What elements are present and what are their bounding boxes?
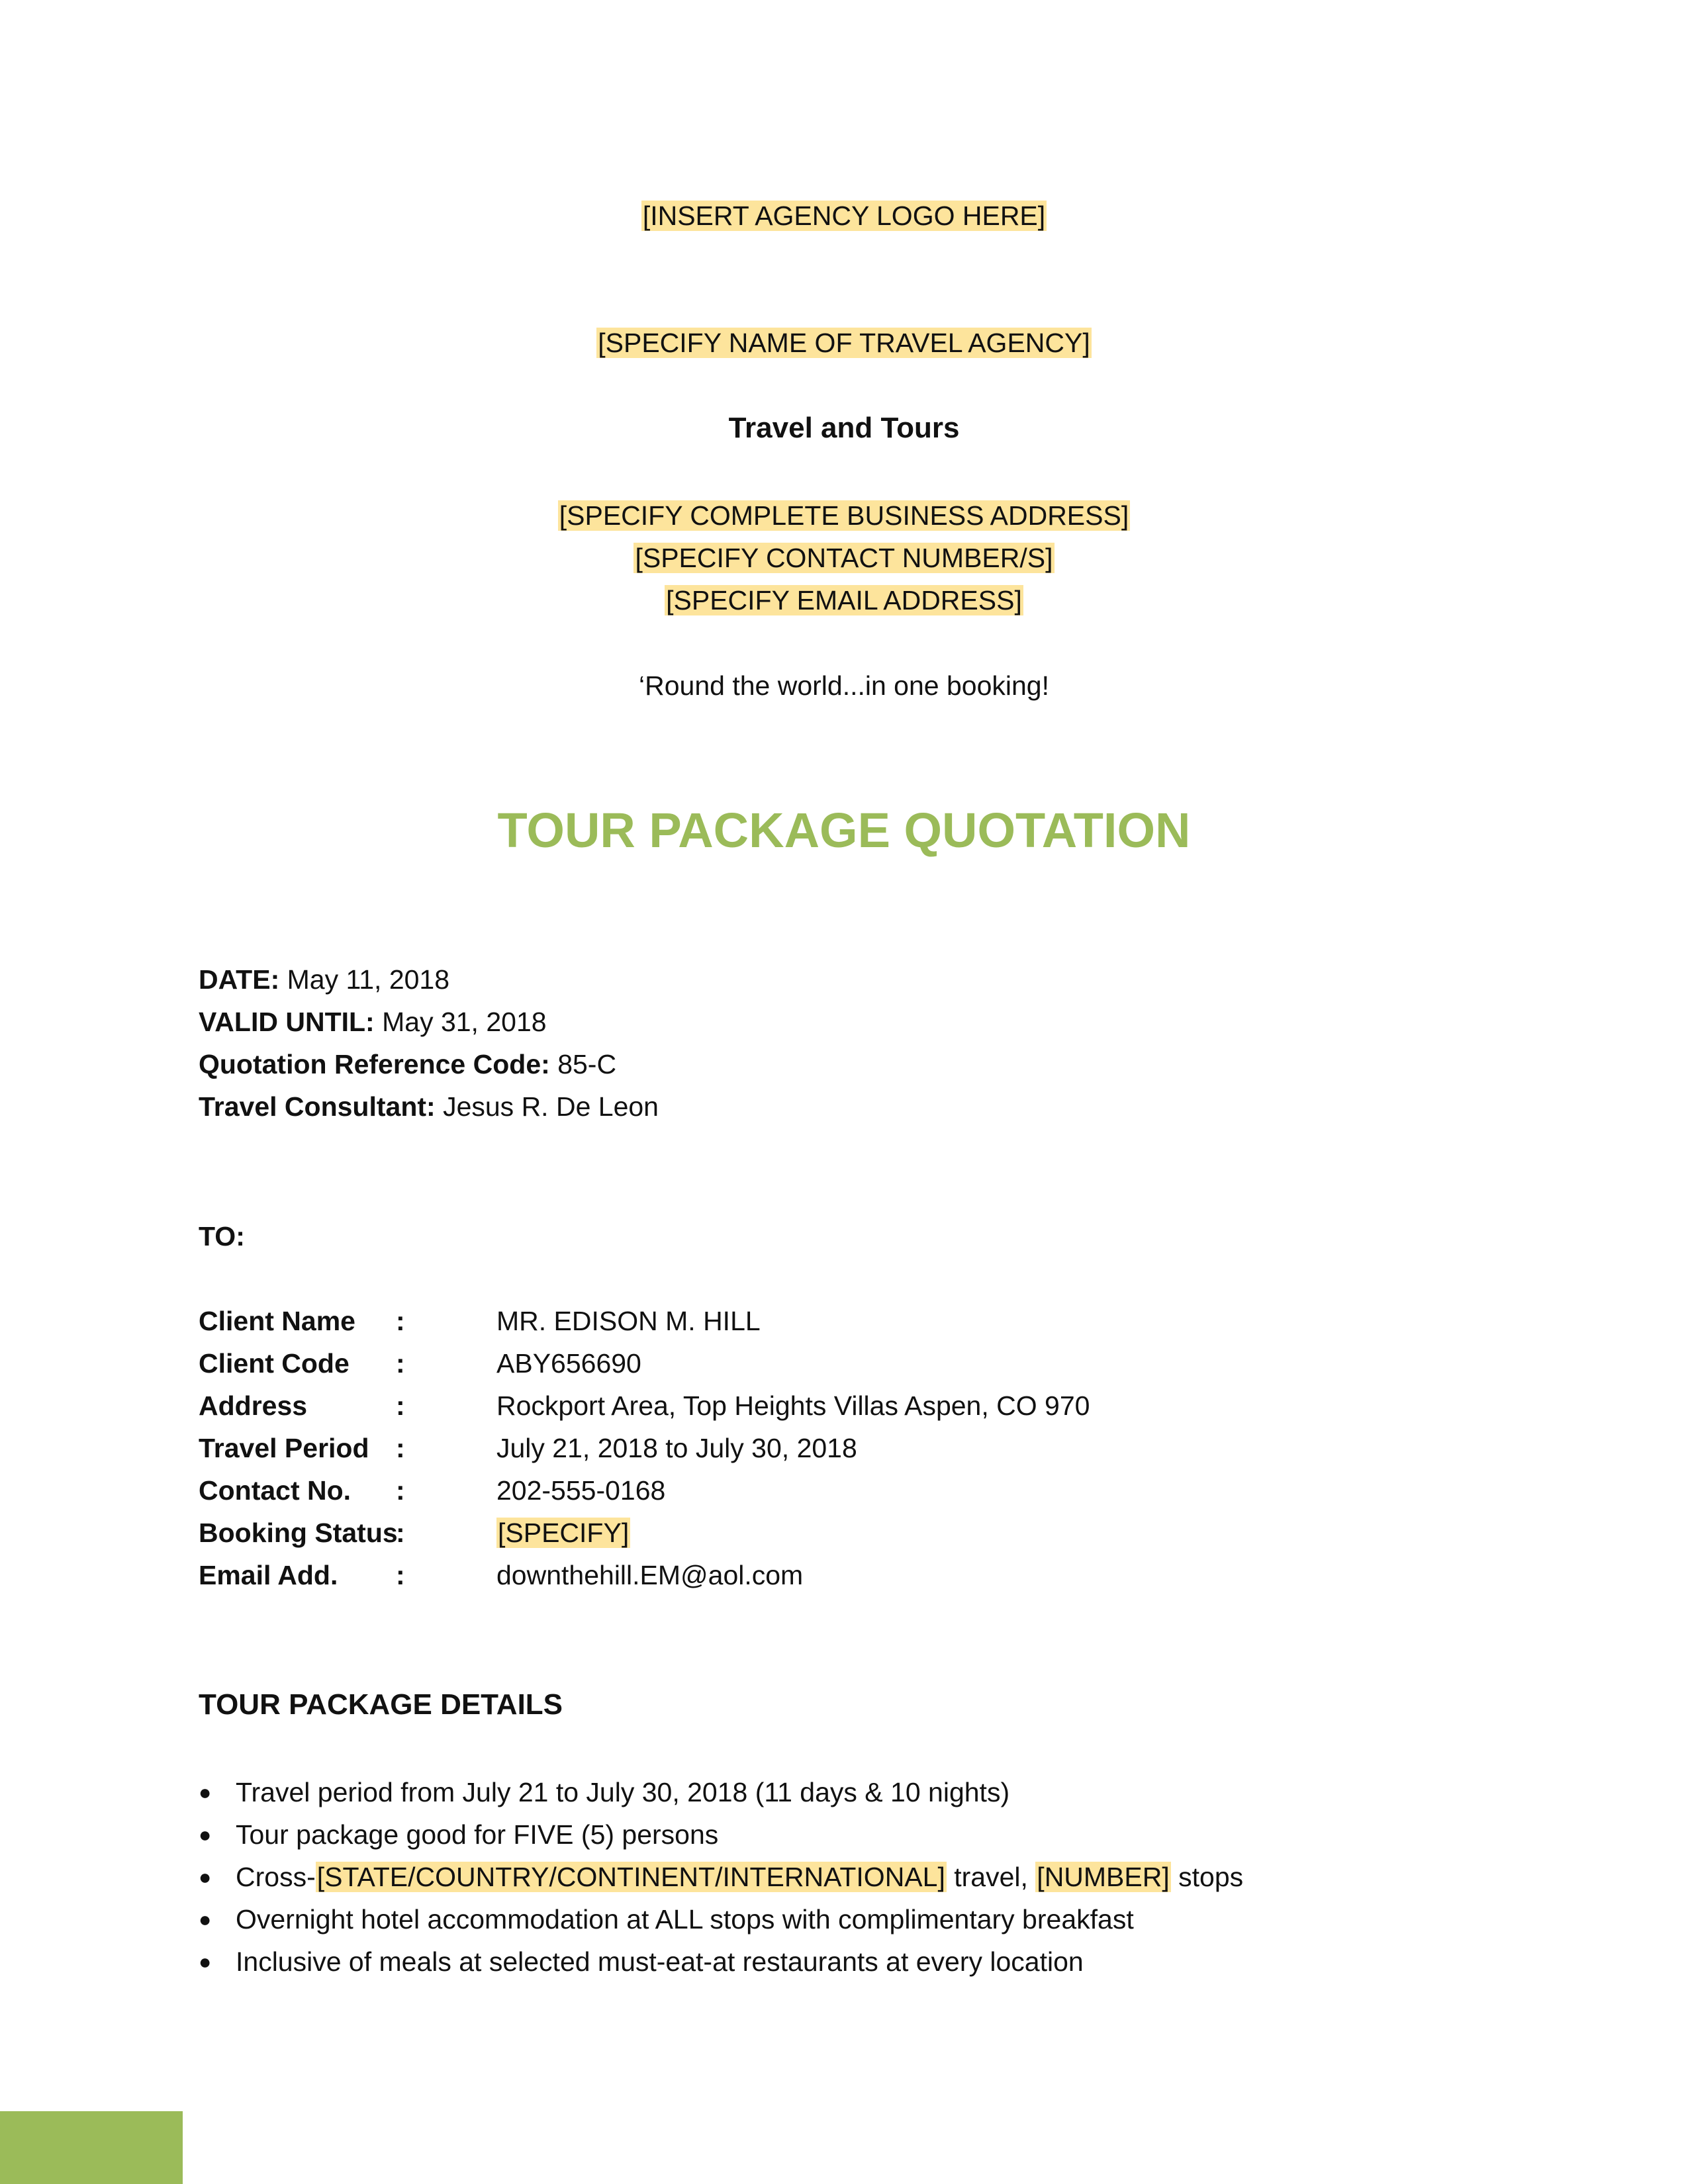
client-row: [199, 1472, 1456, 1509]
meta-consultant: [199, 1088, 659, 1125]
client-address-value: Rockport Area, Top Heights Villas Aspen, CO 970: [496, 1390, 1090, 1421]
client-travel-period-value: July 21, 2018 to July 30, 2018: [496, 1433, 857, 1463]
client-code-value: ABY656690: [496, 1348, 641, 1379]
logo-placeholder-line: [0, 197, 1688, 234]
bullet-icon: ●: [199, 1950, 212, 1974]
section-heading-tour-details: TOUR PACKAGE DETAILS: [199, 1688, 563, 1721]
email-address: [SPECIFY EMAIL ADDRESS]: [666, 585, 1022, 615]
to-label: TO:: [199, 1221, 245, 1251]
page-title: TOUR PACKAGE QUOTATION: [497, 803, 1191, 858]
client-booking-status-value: [496, 1514, 630, 1551]
client-name-value: MR. EDISON M. HILL: [496, 1306, 761, 1336]
client-row: [199, 1557, 1456, 1594]
client-row: [199, 1514, 1456, 1551]
business-address: [SPECIFY COMPLETE BUSINESS ADDRESS]: [559, 500, 1129, 531]
booking-status-placeholder: [SPECIFY]: [498, 1518, 630, 1548]
client-row: [199, 1345, 1456, 1382]
list-item-text: Inclusive of meals at selected must-eat-at restaurants at every location: [236, 1946, 1084, 1977]
list-item-prefix: Cross-: [236, 1862, 316, 1892]
footer-accent-block: [0, 2111, 183, 2184]
agency-subtitle: Travel and Tours: [728, 412, 960, 444]
meta-date-value: May 11, 2018: [287, 964, 450, 995]
field-separator: :: [396, 1475, 405, 1506]
meta-ref-value: 85-C: [557, 1049, 617, 1079]
client-field-label: Booking Status: [199, 1518, 398, 1548]
client-field-label: Email Add.: [199, 1560, 338, 1590]
bullet-icon: ●: [199, 1823, 212, 1846]
meta-consultant-label: Travel Consultant:: [199, 1091, 436, 1122]
client-field-label: Client Name: [199, 1306, 355, 1336]
tagline: ‘Round the world...in one booking!: [639, 670, 1049, 701]
client-contact-value: 202-555-0168: [496, 1475, 666, 1506]
field-separator: :: [396, 1348, 405, 1379]
client-field-label: Address: [199, 1390, 308, 1421]
meta-valid-until: [199, 1003, 547, 1040]
number-placeholder: [NUMBER]: [1037, 1862, 1170, 1892]
meta-date-label: DATE:: [199, 964, 280, 995]
meta-consultant-value: Jesus R. De Leon: [443, 1091, 659, 1122]
bullet-icon: ●: [199, 1907, 212, 1931]
client-row: [199, 1387, 1456, 1424]
client-row: [199, 1302, 1456, 1340]
client-field-label: Contact No.: [199, 1475, 352, 1506]
field-separator: :: [396, 1518, 405, 1548]
agency-name: [SPECIFY NAME OF TRAVEL AGENCY]: [598, 328, 1090, 358]
field-separator: :: [396, 1306, 405, 1336]
bullet-icon: ●: [199, 1865, 212, 1889]
agency-name-line: [0, 324, 1688, 361]
list-item-text: Tour package good for FIVE (5) persons: [236, 1819, 719, 1850]
address-line: [0, 497, 1688, 534]
logo-placeholder: [INSERT AGENCY LOGO HERE]: [642, 201, 1046, 231]
field-separator: :: [396, 1433, 405, 1463]
bullet-icon: ●: [199, 1780, 212, 1804]
list-item-suffix: stops: [1170, 1862, 1244, 1892]
client-field-label: Client Code: [199, 1348, 350, 1379]
list-item-text: Travel period from July 21 to July 30, 2018 (11 days & 10 nights): [236, 1777, 1010, 1807]
meta-ref-label: Quotation Reference Code:: [199, 1049, 550, 1079]
client-email-value: downthehill.EM@aol.com: [496, 1560, 804, 1590]
field-separator: :: [396, 1390, 405, 1421]
client-field-label: Travel Period: [199, 1433, 369, 1463]
list-item-text: Overnight hotel accommodation at ALL stops with complimentary breakfast: [236, 1904, 1134, 1934]
contact-line: [0, 539, 1688, 576]
scope-placeholder: [STATE/COUNTRY/CONTINENT/INTERNATIONAL]: [316, 1862, 945, 1892]
meta-reference-code: [199, 1046, 616, 1083]
list-item-middle: travel,: [946, 1862, 1036, 1892]
meta-valid-label: VALID UNTIL:: [199, 1007, 375, 1037]
list-item-text: [236, 1858, 1243, 1895]
field-separator: :: [396, 1560, 405, 1590]
meta-valid-value: May 31, 2018: [382, 1007, 547, 1037]
email-line: [0, 582, 1688, 619]
contact-number: [SPECIFY CONTACT NUMBER/S]: [635, 543, 1053, 573]
client-row: [199, 1430, 1456, 1467]
meta-date: [199, 961, 449, 998]
